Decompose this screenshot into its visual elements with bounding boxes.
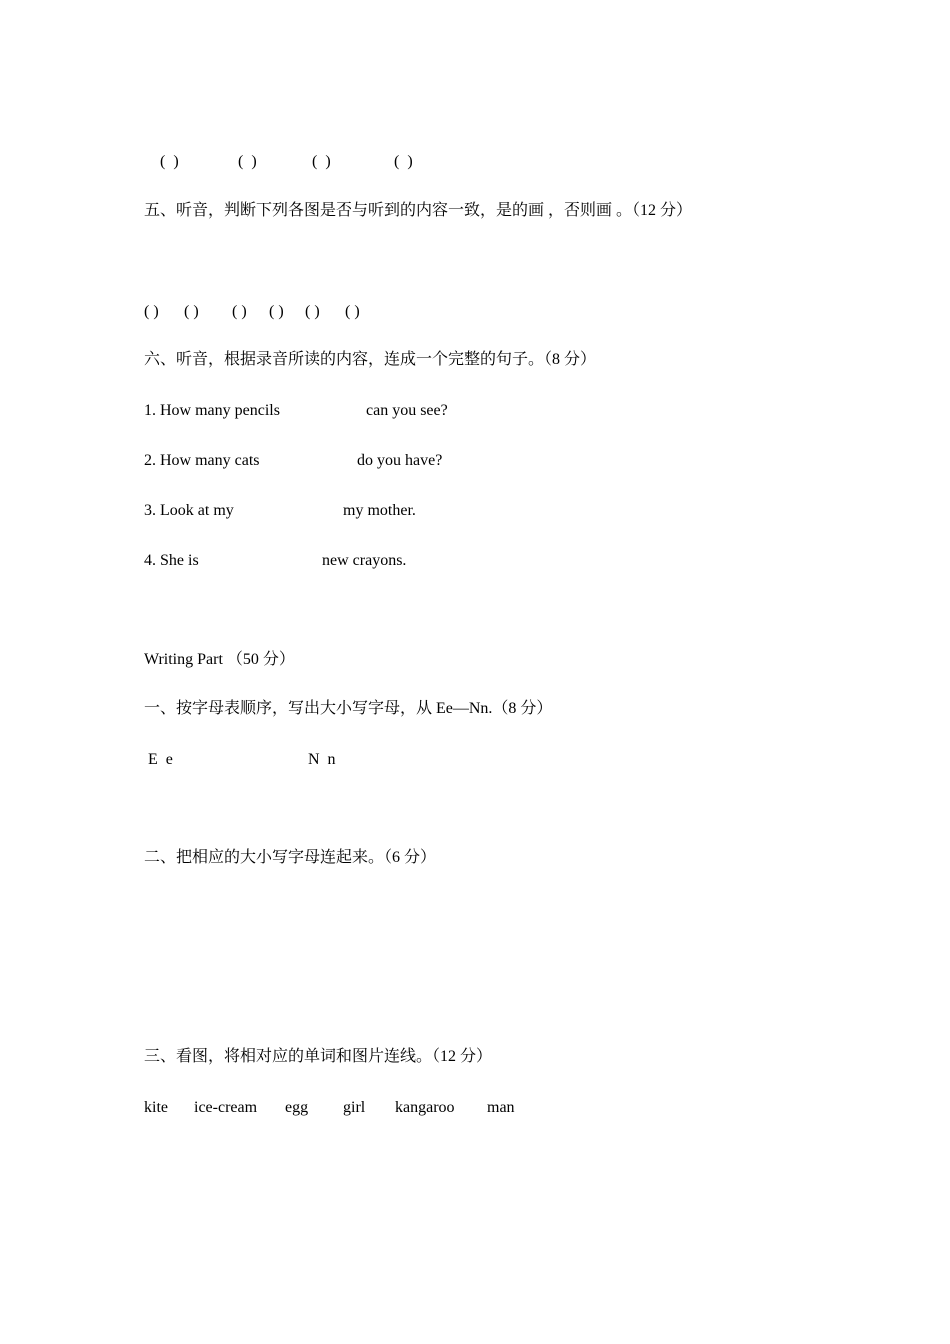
sentence-left-part: 4. She is (144, 552, 199, 569)
answer-bracket: ( ) (238, 153, 257, 170)
section5-heading: 五、听音，判断下列各图是否与听到的内容一致，是的画 ，否则画 。（12 分） (144, 202, 693, 219)
section6-heading: 六、听音，根据录音所读的内容，连成一个完整的句子。（8 分） (144, 351, 597, 368)
answer-bracket: ( ) (394, 153, 413, 170)
answer-bracket: ( ) (232, 303, 247, 320)
answer-bracket: ( ) (305, 303, 320, 320)
answer-bracket: ( ) (160, 153, 179, 170)
sentence-right-part: my mother. (343, 502, 416, 519)
letter-start: E e (148, 751, 173, 768)
letter-end: N n (308, 751, 336, 768)
sentence-left-part: 2. How many cats (144, 452, 260, 469)
answer-bracket: ( ) (144, 303, 159, 320)
answer-bracket: ( ) (345, 303, 360, 320)
word-item: girl (343, 1099, 366, 1116)
sentence-right-part: do you have? (357, 452, 443, 469)
sentence-right-part: can you see? (366, 402, 448, 419)
writing-part-title: Writing Part （50 分） (144, 651, 295, 668)
sentence-left-part: 3. Look at my (144, 502, 234, 519)
writing-q1-heading: 一、按字母表顺序，写出大小写字母，从 Ee—Nn.（8 分） (144, 700, 553, 717)
answer-bracket: ( ) (269, 303, 284, 320)
answer-bracket: ( ) (184, 303, 199, 320)
word-item: kangaroo (395, 1099, 455, 1116)
writing-q3-heading: 三、看图，将相对应的单词和图片连线。（12 分） (144, 1048, 493, 1065)
word-item: man (487, 1099, 515, 1116)
word-item: kite (144, 1099, 168, 1116)
word-item: egg (285, 1099, 309, 1116)
answer-bracket: ( ) (312, 153, 331, 170)
word-item: ice-cream (194, 1099, 258, 1116)
sentence-right-part: new crayons. (322, 552, 407, 569)
writing-q2-heading: 二、把相应的大小写字母连起来。（6 分） (144, 849, 437, 866)
sentence-left-part: 1. How many pencils (144, 402, 280, 419)
